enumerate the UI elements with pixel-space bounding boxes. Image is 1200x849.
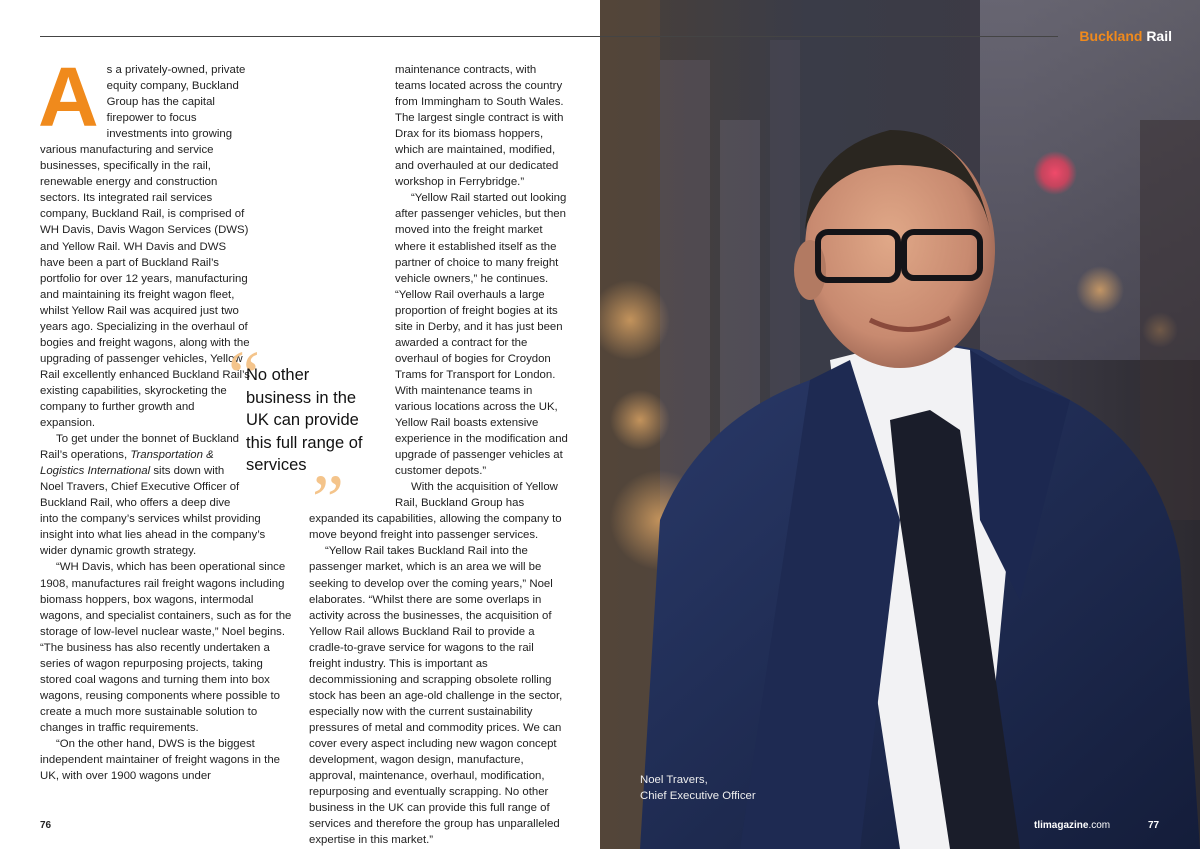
publication-name: Transportation & Logistics International [40,449,214,478]
paragraph: maintenance contracts, with teams located across the country from Immingham to South Wales. The largest single contract is with Drax for its biomass hoppers, which are maintained, modified, and overhauled at our dedicated workshop in Ferrybridge.” [395,64,564,189]
pull-quote [228,336,378,540]
dropcap: A [38,50,99,144]
caption-name: Noel Travers, [640,774,708,786]
paragraph: With the acquisition of Yellow Rail, Buckland Group has expanded its capabilities, allowing the company to move beyond freight into passenger services. [309,481,562,542]
header-rule [40,36,1058,37]
caption-title: Chief Executive Officer [640,790,756,802]
brand-part2: Rail [1146,28,1172,44]
portrait-illustration [600,0,1200,849]
paragraph: “Yellow Rail started out looking after passenger vehicles, but then moved into the freight market where it established itself as the partner of choice to many freight vehicle owners,” he continues. “Yellow Rail overhauls a large proportion of freight bogies at its site in Derby, and it has just been awarded a contract for the overhaul of bogies for Croydon Trams for Transport for London. With maintenance teams in various locations across the UK, Yellow Rail boasts extensive experience in the modification and upgrade of passenger vehicles at customer depots.” [395,192,568,478]
paragraph: s a privately-owned, private equity company, Buckland Group has the capital firepower to focus investments into growing various manufacturing and service businesses, specifically in the rail, renewable energy and construction sectors. Its integrated rail services company, Buckland Rail, is comprised of WH Davis, Davis Wagon Services (DWS) and Yellow Rail. WH Davis and DWS have been a part of Buckland Rail’s portfolio for over 12 years, manufacturing and maintaining its freight wagon fleet, whilst Yellow Rail was acquired just two years ago. Specializing in the overhaul of bogies and freight wagons, along with the upgrading of passenger vehicles, Yellow Rail excellently enhanced Buckland Rail’s existing capabilities, skyrocketing the company to further growth and expansion. [40,64,251,430]
page-number-right: 77 [1148,820,1160,831]
site-url [1034,820,1110,831]
pull-quote-text: No other business in the UK can provide this full range of services [246,366,363,474]
photo-caption [640,772,756,804]
paragraph: “Yellow Rail takes Buckland Rail into the passenger market, which is an area we will be seeking to develop over the coming years,” Noel elaborates. “Whilst there are some overlaps in activity across the businesses, the acquisition of Yellow Rail allows Buckland Rail to provide a cradle-to-grave service for wagons to the rail freight industry. This is important as decommissioning and scrapping obsolete rolling stock has been an age-old challenge in the sector, especially now with the current sustainability pressures of metal and commodity prices. We can cover every aspect including new wagon concept development, wagon design, manufacture, approval, maintenance, overhaul, modification, repurposing and eventually scrapping. No other business in the UK can provide this full range of services and therefore the group has unparalleled expertise in this market.” [309,545,563,847]
page-number-left: 76 [40,820,52,831]
paragraph: “On the other hand, DWS is the biggest independent maintainer of freight wagons in the UK, with over 1900 wagons under [40,737,280,783]
section-brand [1079,28,1172,44]
site-name: tlimagazine [1034,820,1089,831]
portrait-photo [600,0,1200,849]
close-quote-icon: ” [312,460,344,540]
brand-part1: Buckland [1079,28,1143,44]
paragraph: To get under the bonnet of Buckland Rail’s operations, Transportation & Logistics International sits down with Noel Travers, Chief Executive Officer of Buckland Rail, who offers a deep dive into the company’s services whilst providing insight into what lies ahead in the company’s wider dynamic growth strategy. [40,433,266,558]
open-quote-icon: “ [228,336,260,416]
paragraph: “WH Davis, which has been operational since 1908, manufactures rail freight wagons including biomass hoppers, box wagons, intermodal wagons, and specialist containers, such as for the storage of low-level nuclear waste,” Noel begins. “The business has also recently undertaken a series of wagon repurposing projects, taking stored coal wagons and turning them into box wagons, reusing components where possible to create a much more sustainable solution to changes in traffic requirements. [40,561,292,734]
site-domain: .com [1088,820,1111,831]
